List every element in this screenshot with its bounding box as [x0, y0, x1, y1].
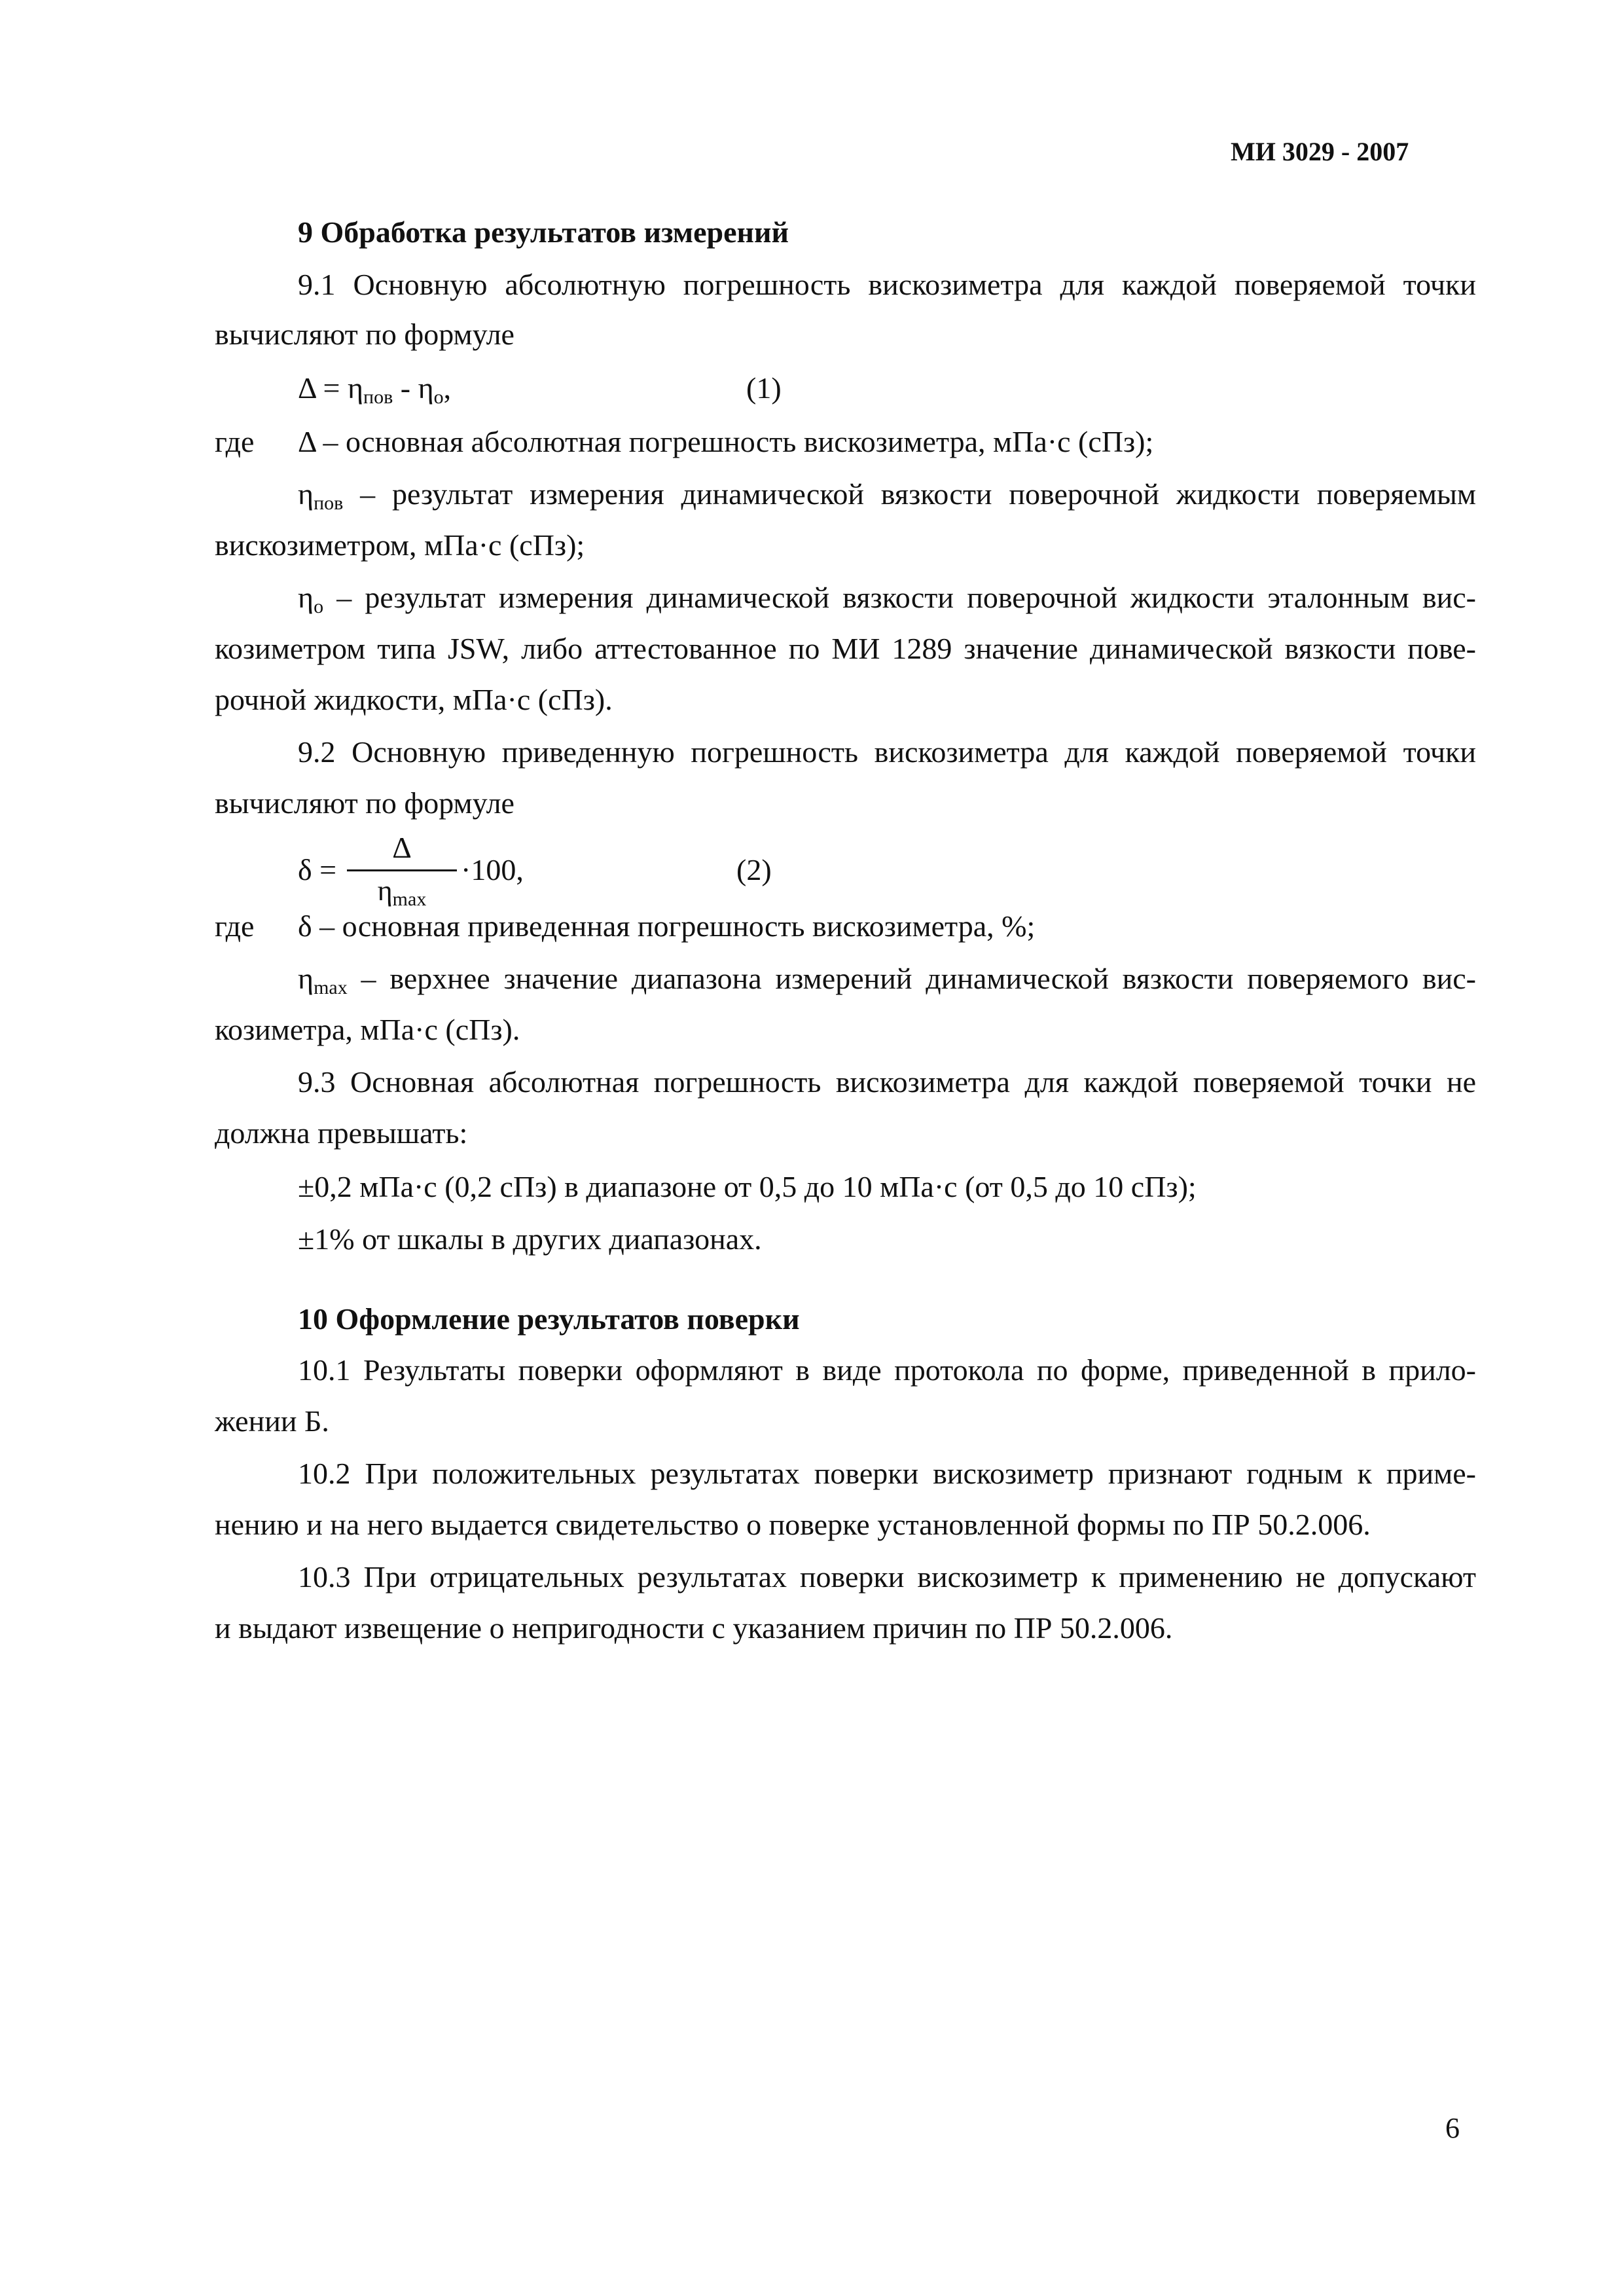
para-9-3-item-2: ±1% от шкалы в других диапазонах. [298, 1222, 762, 1256]
formula-1-lhs: Δ = η [298, 371, 364, 405]
formula-2-fraction [347, 830, 457, 911]
formula-2-lhs: δ = [298, 853, 337, 886]
eta-symbol: η [298, 477, 314, 511]
fraction-denominator [347, 874, 457, 911]
para-10-1-line-1: 10.1 Результаты поверки оформляют в виде протокола по форме, приведенной в прило- [298, 1353, 1476, 1387]
eta-symbol: η [377, 875, 393, 907]
definition-eta-pov-text: – результат измерения динамической вязкости поверочной жидкости поверяемым [343, 477, 1476, 511]
definition-eta-o-line-3: рочной жидкости, мПа·с (сПз). [215, 683, 613, 716]
where-label-2: где [215, 909, 255, 943]
para-10-3-line-2: и выдают извещение о непригодности с указанием причин по ПР 50.2.006. [215, 1611, 1173, 1645]
section-10-title: 10 Оформление результатов поверки [298, 1302, 800, 1336]
para-9-3-line-2: должна превышать: [215, 1116, 468, 1150]
para-10-1-line-2: жении Б. [215, 1404, 329, 1438]
definition-eta-max-line-1 [298, 961, 1476, 999]
definition-eta-pov-line-1 [298, 477, 1476, 515]
eta-symbol: η [298, 581, 314, 614]
formula-2-number: (2) [736, 853, 772, 886]
fraction-numerator: Δ [392, 831, 412, 864]
definition-eta-max-line-2: козиметра, мПа·с (сПз). [215, 1013, 520, 1046]
definition-eta-o-text: – результат измерения динамической вязкости поверочной жидкости эталонным вис- [323, 581, 1476, 614]
formula-1-end: , [443, 371, 452, 405]
para-10-2-line-1: 10.2 При положительных результатах поверки вискозиметр признают годным к приме- [298, 1457, 1476, 1490]
eta-sub-pov: пов [314, 492, 344, 514]
para-9-1-line-1: 9.1 Основную абсолютную погрешность вискозиметра для каждой поверяемой точки [298, 268, 1476, 301]
eta-symbol: η [298, 962, 314, 995]
definition-eta-max-text: – верхнее значение диапазона измерений динамической вязкости поверяемого вис- [347, 962, 1476, 995]
formula-1-mid: - η [393, 371, 434, 405]
formula-1-sub-o: о [433, 386, 444, 408]
para-9-3-line-1: 9.3 Основная абсолютная погрешность вискозиметра для каждой поверяемой точки не [298, 1065, 1476, 1099]
formula-1-number: (1) [746, 371, 782, 405]
definition-eta-pov-line-2: вискозиметром, мПа·с (сПз); [215, 528, 585, 562]
eta-sub-o: о [314, 596, 324, 617]
where-label-1: где [215, 425, 255, 458]
formula-1-sub-pov: пов [363, 386, 393, 408]
fraction-bar [347, 869, 457, 871]
para-10-2-line-2: нению и на него выдается свидетельство о поверке установленной формы по ПР 50.2.006. [215, 1508, 1371, 1541]
para-9-3-item-1: ±0,2 мПа·с (0,2 сПз) в диапазоне от 0,5 до 10 мПа·с (от 0,5 до 10 сПз); [298, 1170, 1197, 1203]
formula-2-multiplier: ·100, [461, 853, 524, 886]
definition-eta-o-line-2: козиметром типа JSW, либо аттестованное по МИ 1289 значение динамической вязкости пове- [215, 632, 1476, 665]
definition-eta-o-line-1 [298, 580, 1476, 618]
definition-delta: Δ – основная абсолютная погрешность вискозиметра, мПа·с (сПз); [298, 425, 1154, 458]
para-9-2-line-1: 9.2 Основную приведенную погрешность вискозиметра для каждой поверяемой точки [298, 735, 1476, 769]
document-code: МИ 3029 - 2007 [1231, 137, 1409, 166]
formula-1 [298, 371, 451, 409]
para-9-2-line-2: вычисляют по формуле [215, 786, 514, 820]
page-number: 6 [1445, 2112, 1460, 2144]
para-10-3-line-1: 10.3 При отрицательных результатах поверки вискозиметр к применению не допускают [298, 1560, 1476, 1594]
section-9-title: 9 Обработка результатов измерений [298, 215, 789, 249]
eta-sub-max: max [314, 977, 348, 998]
definition-delta-reduced: δ – основная приведенная погрешность вискозиметра, %; [298, 909, 1036, 943]
para-9-1-line-2: вычисляют по формуле [215, 318, 514, 351]
eta-sub-max: max [392, 888, 427, 910]
